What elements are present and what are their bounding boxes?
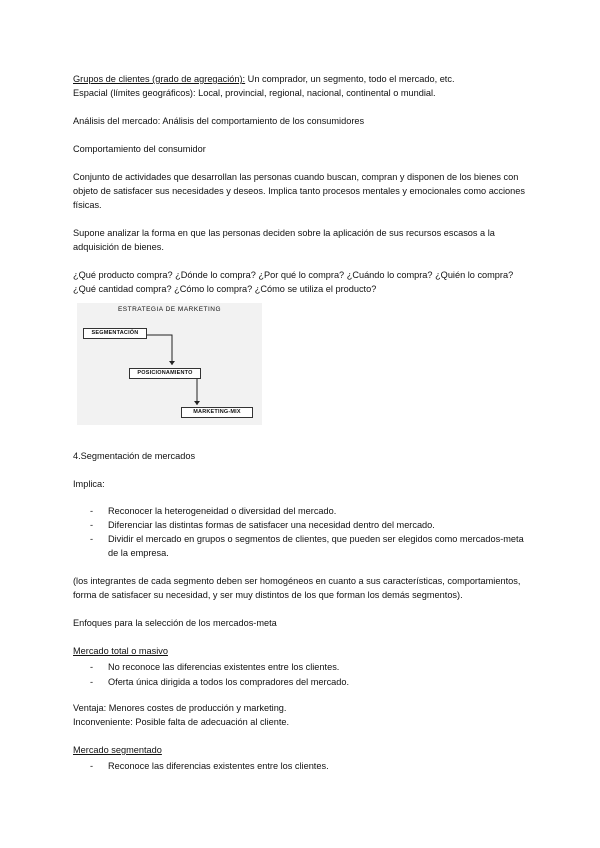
bullet-dash: -: [90, 662, 94, 672]
bullet-dash: -: [90, 677, 94, 687]
section4-heading: 4.Segmentación de mercados: [73, 451, 196, 461]
paragraph1-line2: objeto de satisfacer sus necesidades y deseos. Implica tanto procesos mentales y emocionales como acciones: [73, 186, 525, 196]
diagram-title: ESTRATEGIA DE MARKETING: [117, 306, 222, 313]
connector-1: [129, 335, 172, 365]
mercado-segmentado-title: Mercado segmentado: [73, 745, 162, 755]
arrow-2: [194, 401, 200, 405]
paragraph3-line1: (los integrantes de cada segmento deben ser homogéneos en cuanto a sus características, comportamientos,: [73, 576, 521, 586]
ventaja-line: Ventaja: Menores costes de producción y marketing.: [73, 703, 287, 713]
box-segmentacion: SEGMENTACIÓN: [83, 328, 147, 339]
paragraph2-line1: Supone analizar la forma en que las personas deciden sobre la aplicación de sus recursos escasos a la: [73, 228, 495, 238]
enfoques-heading: Enfoques para la selección de los mercados-meta: [73, 618, 277, 628]
mercado-segmentado-item-1: Reconoce las diferencias existentes entre los clientes.: [108, 761, 329, 771]
bullet-dash: -: [90, 520, 94, 530]
implica-label: Implica:: [73, 479, 105, 489]
box-posicionamiento: POSICIONAMIENTO: [129, 368, 201, 379]
questions-line2: ¿Qué cantidad compra? ¿Cómo lo compra? ¿Cómo se utiliza el producto?: [73, 284, 377, 294]
mercado-total-item-2: Oferta única dirigida a todos los compradores del mercado.: [108, 677, 350, 687]
mercado-total-item-1: No reconoce las diferencias existentes entre los clientes.: [108, 662, 340, 672]
grupos-rest: Un comprador, un segmento, todo el mercado, etc.: [245, 74, 455, 84]
bullet-dash: -: [90, 534, 94, 544]
espacial-line: Espacial (límites geográficos): Local, provincial, regional, nacional, continental o mundial.: [73, 88, 436, 98]
arrow-1: [169, 361, 175, 365]
paragraph3-line2: forma de satisfacer su necesidad, y ser muy distintos de los que forman los demás segmentos).: [73, 590, 463, 600]
comportamiento-heading: Comportamiento del consumidor: [73, 144, 206, 154]
inconveniente-line: Inconveniente: Posible falta de adecuación al cliente.: [73, 717, 290, 727]
mercado-total-title: Mercado total o masivo: [73, 646, 168, 656]
bullet-dash: -: [90, 761, 94, 771]
grupos-label: Grupos de clientes (grado de agregación):: [73, 74, 246, 84]
strategy-diagram: [77, 303, 262, 425]
box-marketing-mix: MARKETING-MIX: [181, 407, 253, 418]
paragraph1-line1: Conjunto de actividades que desarrollan las personas cuando buscan, compran y disponen de los bienes con: [73, 172, 519, 182]
analisis-line: Análisis del mercado: Análisis del comportamiento de los consumidores: [73, 116, 365, 126]
implica-item-1: Reconocer la heterogeneidad o diversidad del mercado.: [108, 506, 337, 516]
questions-line1: ¿Qué producto compra? ¿Dónde lo compra? ¿Por qué lo compra? ¿Cuándo lo compra? ¿Quién lo compra?: [73, 270, 514, 280]
implica-item-3: Dividir el mercado en grupos o segmentos de clientes, que pueden ser elegidos como mercados-meta: [108, 534, 524, 544]
bullet-dash: -: [90, 506, 94, 516]
grupos-line: [73, 74, 455, 85]
paragraph2-line2: adquisición de bienes.: [73, 242, 164, 252]
implica-item-2: Diferenciar las distintas formas de satisfacer una necesidad dentro del mercado.: [108, 520, 435, 530]
paragraph1-line3: físicas.: [73, 200, 102, 210]
implica-item-3-cont: de la empresa.: [108, 548, 169, 558]
